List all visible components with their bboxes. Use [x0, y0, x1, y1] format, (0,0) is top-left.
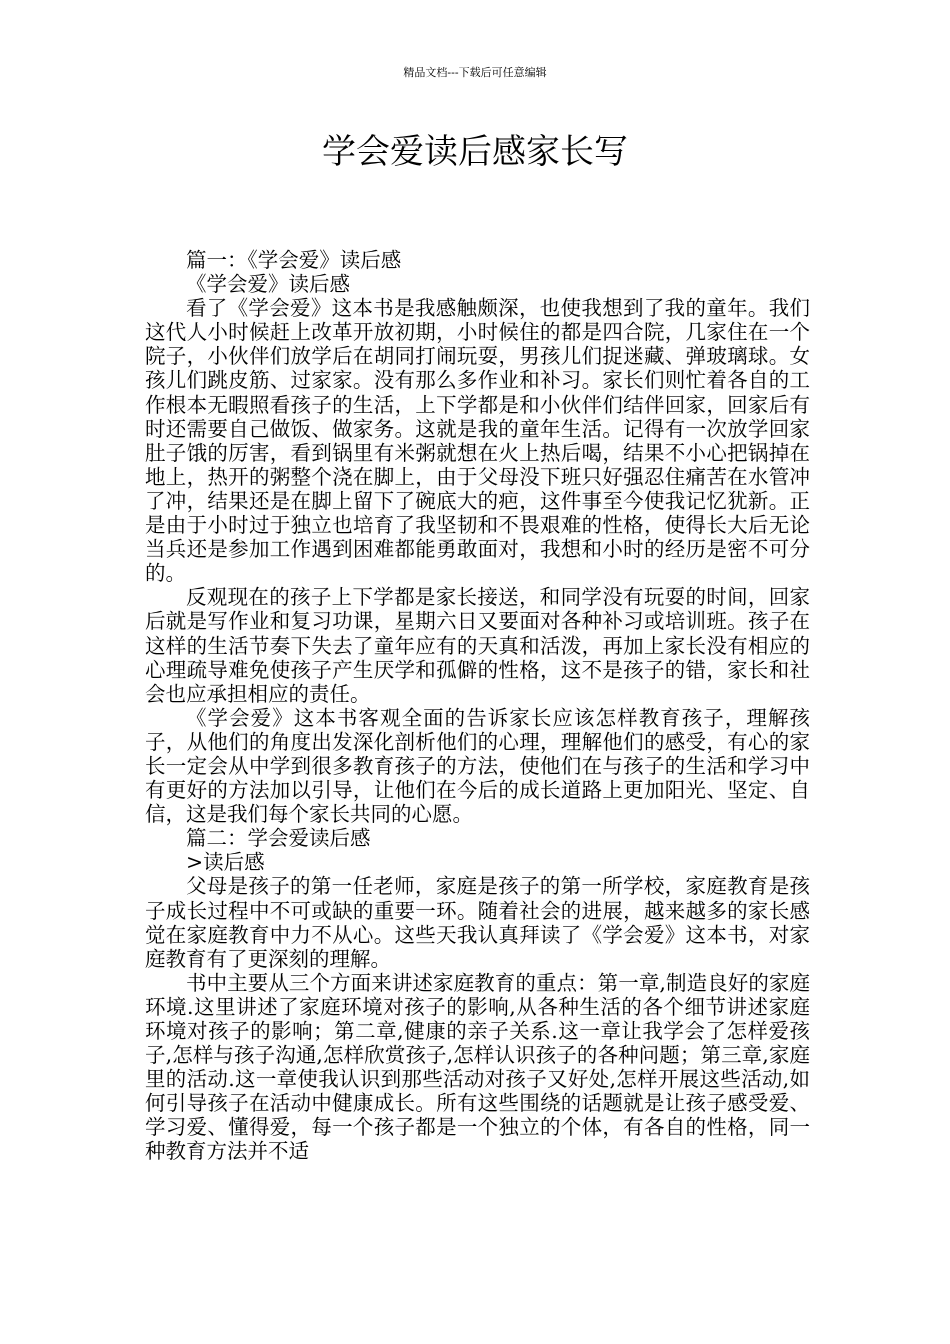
- subheading-1: 《学会爱》读后感: [186, 272, 350, 297]
- document-title: 学会爱读后感家长写: [322, 132, 628, 172]
- body-paragraph: 看了《学会爱》这本书是我感触颇深，也使我想到了我的童年。我们这代人小时候赶上改革开放初期，小时候住的都是四合院，几家住在一个院子，小伙伴们放学后在胡同打闹玩耍，男孩儿们捉迷藏、弹玻璃球。女孩儿们跳皮筋、过家家。没有那么多作业和补习。家长们则忙着各自的工作根本无暇照看孩子的生活，上下学都是和小伙伴们结伴回家，回家后有时还需要自己做饭、做家务。这就是我的童年生活。记得有一次放学回家肚子饿的厉害，看到锅里有米粥就想在火上热后喝，结果不小心把锅掉在地上，热开的粥整个浇在脚上，由于父母没下班只好强忍住痛苦在水管冲了冲，结果还是在脚上留下了碗底大的疤，这件事至今使我记忆犹新。正是由于小时过于独立也培育了我坚韧和不畏艰难的性格，使得长大后无论当兵还是参加工作遇到困难都能勇敢面对，我想和小时的经历是密不可分的。: [145, 296, 810, 586]
- body-paragraph: 书中主要从三个方面来讲述家庭教育的重点：第一章,制造良好的家庭环境.这里讲述了家庭环境对孩子的影响,从各种生活的各个细节讲述家庭环境对孩子的影响；第二章,健康的亲子关系.这一章让我学会了怎样爱孩子,怎样与孩子沟通,怎样欣赏孩子,怎样认识孩子的各种问题；第三章,家庭里的活动.这一章使我认识到那些活动对孩子又好处,怎样开展这些活动,如何引导孩子在活动中健康成长。所有这些围绕的话题就是让孩子感受爱、学习爱、懂得爱，每一个孩子都是一个独立的个体，有各自的性格，同一种教育方法并不适: [145, 970, 810, 1164]
- document-body: [145, 248, 810, 1164]
- page-header: 精品文档---下载后可任意编辑: [403, 66, 547, 79]
- body-paragraph: 父母是孩子的第一任老师，家庭是孩子的第一所学校，家庭教育是孩子成长过程中不可或缺的重要一环。随着社会的进展，越来越多的家长感觉在家庭教育中力不从心。这些天我认真拜读了《学会爱》这本书，对家庭教育有了更深刻的理解。: [145, 874, 810, 971]
- section-heading-2: 篇二：学会爱读后感: [186, 826, 371, 851]
- body-paragraph: 《学会爱》这本书客观全面的告诉家长应该怎样教育孩子，理解孩子，从他们的角度出发深化剖析他们的心理，理解他们的感受，有心的家长一定会从中学到很多教育孩子的方法，使他们在与孩子的生活和学习中有更好的方法加以引导，让他们在今后的成长道路上更加阳光、坚定、自信，这是我们每个家长共同的心愿。: [145, 705, 810, 827]
- subheading-2: >读后感: [186, 850, 265, 875]
- section-heading-1: 篇一：《学会爱》读后感: [186, 248, 402, 272]
- body-paragraph: 反观现在的孩子上下学都是家长接送，和同学没有玩耍的时间，回家后就是写作业和复习功课，星期六日又要面对各种补习或培训班。孩子在这样的生活节奏下失去了童年应有的天真和活泼，再加上家长没有相应的心理疏导难免使孩子产生厌学和孤僻的性格，这不是孩子的错，家长和社会也应承担相应的责任。: [145, 585, 810, 706]
